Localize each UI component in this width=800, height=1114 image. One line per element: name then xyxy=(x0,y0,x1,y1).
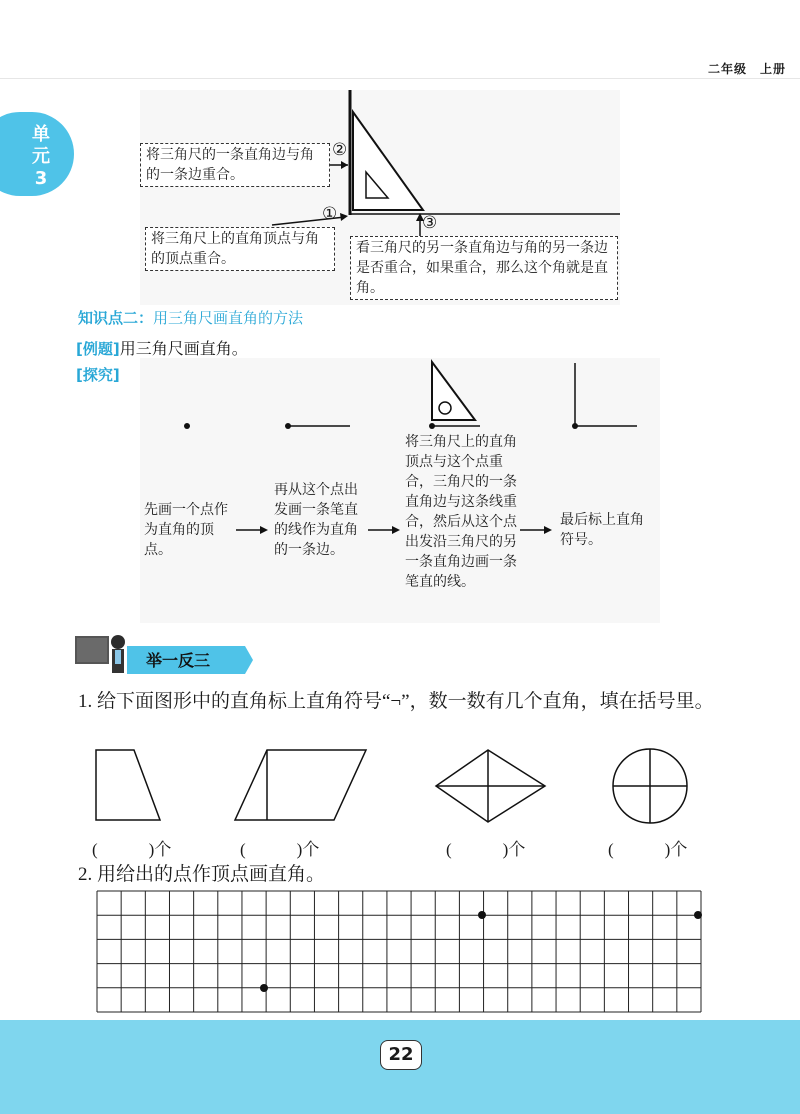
example-line xyxy=(76,336,248,359)
q2-grid[interactable] xyxy=(95,889,705,1014)
step-2-text: 再从这个点出发画一条笔直的线作为直角的一条边。 xyxy=(274,482,358,558)
knowledge-title: 用三角尺画直角的方法 xyxy=(153,309,304,327)
answer-blank-1[interactable]: ( )个 xyxy=(92,840,172,859)
explore-tag: [探究] xyxy=(76,366,120,384)
drawing-steps-figure xyxy=(140,358,660,623)
answer-blank-2[interactable]: ( )个 xyxy=(240,840,320,859)
grid-point-2 xyxy=(478,911,486,919)
unit-tab-line1: 单 xyxy=(32,124,50,145)
example-text: 用三角尺画直角。 xyxy=(119,339,248,358)
note-check-other-edge: 看三角尺的另一条直角边与角的另一条边是否重合，如果重合，那么这个角就是直角。 xyxy=(350,236,618,300)
answer-blank-4[interactable]: ( )个 xyxy=(608,840,688,859)
step-4-text: 最后标上直角符号。 xyxy=(560,512,644,548)
marker-3: ③ xyxy=(422,213,438,233)
step-3-text: 将三角尺上的直角顶点与这个点重合，三角尺的一条直角边与这条线重合，然后从这个点出发沿三角尺的另一条直角边画一条笔直的线。 xyxy=(405,434,517,590)
header-divider xyxy=(0,78,800,79)
step-1-text: 先画一个点作为直角的顶点。 xyxy=(144,502,228,558)
question-2-text: 2. 用给出的点作顶点画直角。 xyxy=(78,864,326,885)
page-number: 22 xyxy=(380,1040,422,1070)
note-align-edge: 将三角尺的一条直角边与角的一条边重合。 xyxy=(140,143,330,187)
parallelogram-shape xyxy=(235,750,366,820)
answer-blank-3[interactable]: ( )个 xyxy=(446,840,526,859)
unit-tab xyxy=(0,112,74,196)
knowledge-label: 知识点二： xyxy=(78,309,154,327)
question-1-text: 1. 给下面图形中的直角标上直角符号“¬”，数一数有几个直角，填在括号里。 xyxy=(78,691,714,712)
grid-point-3 xyxy=(694,911,702,919)
knowledge-point-heading xyxy=(78,307,303,328)
trapezoid-shape xyxy=(96,750,160,820)
example-tag: [例题] xyxy=(76,340,120,358)
q1-shapes xyxy=(90,746,710,826)
marker-2: ② xyxy=(332,140,348,160)
grid-point-1 xyxy=(260,984,268,992)
unit-tab-line2: 元 xyxy=(32,146,50,167)
unit-tab-number: 3 xyxy=(34,168,48,189)
banner-title: 举一反三 xyxy=(146,651,211,670)
marker-1: ① xyxy=(322,204,338,224)
note-align-vertex: 将三角尺上的直角顶点与角的顶点重合。 xyxy=(145,227,335,271)
grade-label: 二年级 上册 xyxy=(707,62,786,76)
